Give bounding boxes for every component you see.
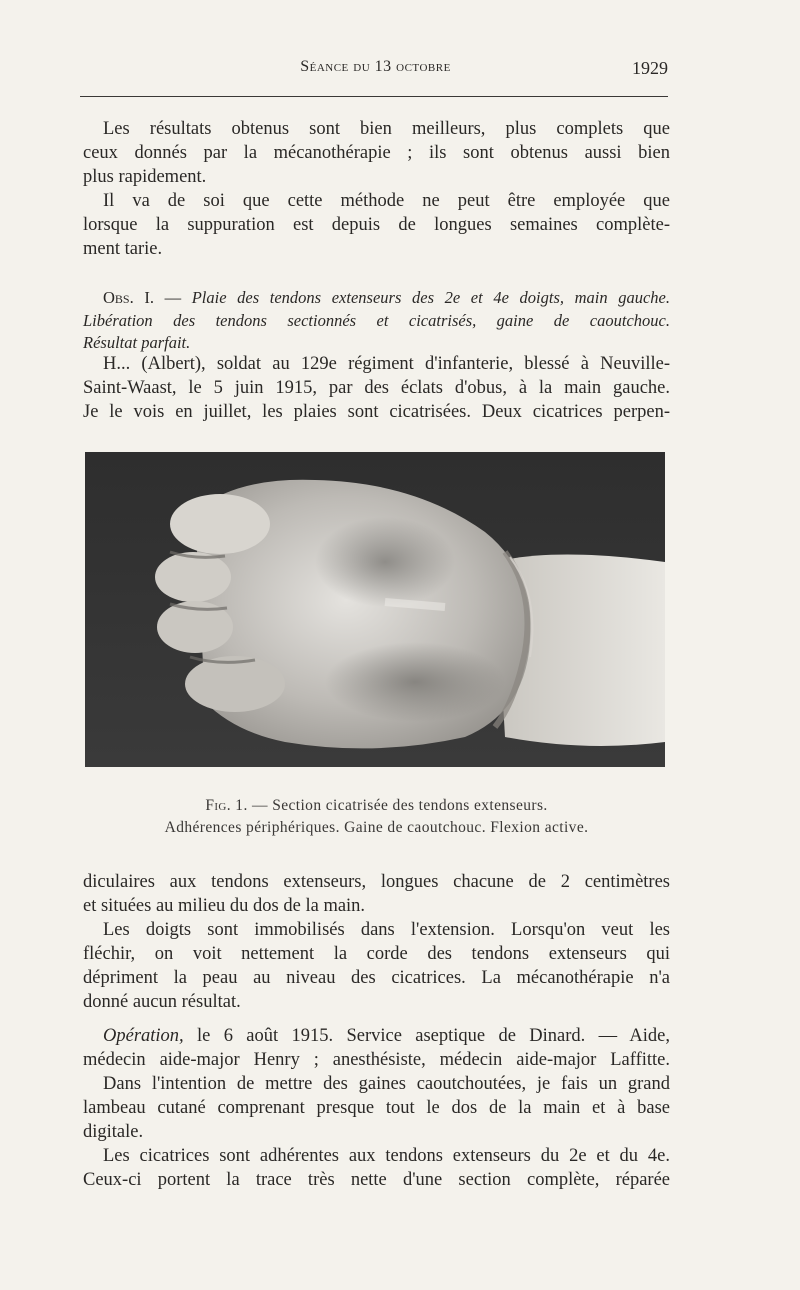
obs-line-2: Saint-Waast, le 5 juin 1915, par des éclats d'obus, à la main gauche. bbox=[83, 378, 670, 398]
obs-heading-line-1: Obs. I. — Plaie des tendons extenseurs des 2e et 4e doigts, main gauche. bbox=[103, 288, 671, 307]
page-number: 1929 bbox=[632, 58, 668, 78]
op-line-4: lambeau cutané comprenant presque tout le dos de la main et à base bbox=[83, 1098, 670, 1118]
intro-line-5: lorsque la suppuration est depuis de longues semaines complète- bbox=[83, 215, 670, 235]
cont-line-5: dépriment la peau au niveau des cicatrices. La mécanothérapie n'a bbox=[83, 968, 670, 988]
cont-line-3: Les doigts sont immobilisés dans l'extension. Lorsqu'on veut les bbox=[103, 920, 670, 940]
intro-line-4: Il va de soi que cette méthode ne peut être employée que bbox=[103, 191, 670, 211]
intro-line-1: Les résultats obtenus sont bien meilleurs, plus complets que bbox=[103, 119, 670, 139]
obs-line-1: H... (Albert), soldat au 129e régiment d'infanterie, blessé à Neuville- bbox=[103, 354, 670, 374]
cont-line-6: donné aucun résultat. bbox=[83, 992, 241, 1012]
cont-line-1: diculaires aux tendons extenseurs, longues chacune de 2 centimètres bbox=[83, 872, 670, 892]
op-line-7: Ceux-ci portent la trace très nette d'une section complète, réparée bbox=[83, 1170, 670, 1190]
obs-line-3: Je le vois en juillet, les plaies sont cicatrisées. Deux cicatrices perpen- bbox=[83, 402, 670, 422]
figure-caption-line-2: Adhérences périphériques. Gaine de caoutchouc. Flexion active. bbox=[164, 819, 589, 836]
header-rule bbox=[80, 96, 668, 97]
figure-caption-line-1: Fig. 1. — Section cicatrisée des tendons extenseurs. bbox=[205, 797, 548, 814]
intro-line-3: plus rapidement. bbox=[83, 167, 207, 187]
header-title: Séance du 13 octobre bbox=[300, 58, 451, 75]
cont-line-2: et situées au milieu du dos de la main. bbox=[83, 896, 366, 916]
running-header bbox=[83, 58, 668, 86]
op-line-2: médecin aide-major Henry ; anesthésiste, médecin aide-major Laffitte. bbox=[83, 1050, 670, 1070]
op-line-5: digitale. bbox=[83, 1122, 144, 1142]
hand-photo-drawing bbox=[85, 452, 665, 767]
obs-heading-line-2: Libération des tendons sectionnés et cicatrisés, gaine de caoutchouc. bbox=[83, 311, 670, 330]
op-line-6: Les cicatrices sont adhérentes aux tendons extenseurs du 2e et du 4e. bbox=[103, 1146, 670, 1166]
op-line-1: Opération, le 6 août 1915. Service aseptique de Dinard. — Aide, bbox=[103, 1026, 671, 1046]
hand-photograph bbox=[85, 452, 665, 767]
cont-line-4: fléchir, on voit nettement la corde des tendons extenseurs qui bbox=[83, 944, 670, 964]
op-line-3: Dans l'intention de mettre des gaines caoutchoutées, je fais un grand bbox=[103, 1074, 670, 1094]
intro-line-6: ment tarie. bbox=[83, 239, 163, 259]
intro-line-2: ceux donnés par la mécanothérapie ; ils sont obtenus aussi bien bbox=[83, 143, 670, 163]
obs-heading-line-3: Résultat parfait. bbox=[83, 333, 191, 352]
